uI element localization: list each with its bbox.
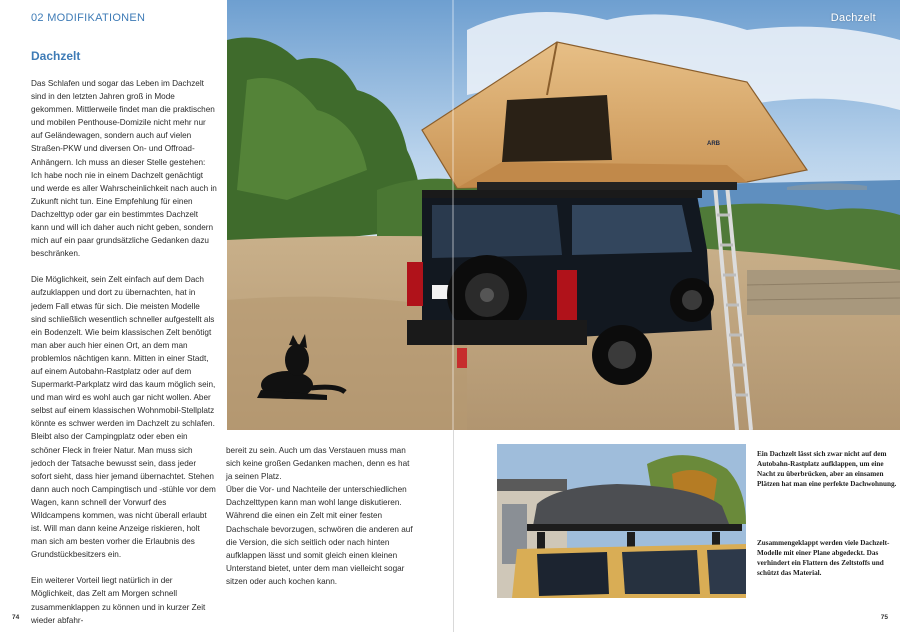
paragraph: Ein weiterer Vorteil liegt natürlich in der Möglichkeit, das Zelt am Morgen schnell zusammenklappen zu können und in kurzer Zeit wieder abfahr- [31,576,206,625]
page-number-left: 74 [12,614,20,621]
text-column-2 [226,444,416,601]
caption-hero: Ein Dachzelt lässt sich zwar nicht auf dem Autobahn-Rastplatz aufklappen, um eine Nacht zu überbrücken, aber an einsamen Plätzen hat man eine perfekte Dachwohnung. [757,450,897,488]
hero-photo [227,0,900,430]
running-head-chapter: 02 MODIFIKATIONEN [31,12,146,24]
hero-photo-illustration [227,0,900,430]
caption-inset: Zusammengeklappt werden viele Dachzelt-Modelle mit einer Plane abgedeckt. Das verhindert ein Flattern des Zeltstoffs und schützt das Material. [757,539,890,577]
paragraph: bereit zu sein. Auch um das Verstauen muss man sich keine großen Gedanken machen, denn es hat ja seinen Platz. Über die Vor- und Nachteile der unterschiedlichen Dachzelttypen kann man wohl lange diskutieren. Während die einen ein Zelt mit einer festen Dachschale bevorzugen, schwören die anderen auf die Version, die sich seitlich oder nach hinten aufklappen lässt und somit gleich einen kleinen Unterstand bietet, unter dem man vielleicht sogar sitzen oder auch kochen kann. [226,446,413,586]
inset-photo-illustration [497,444,746,598]
text-column-1 [31,77,217,640]
paragraph: Die Möglichkeit, sein Zelt einfach auf dem Dach aufzuklappen und dort zu übernachten, hat in jedem Fall etwas für sich. Die meisten Modelle sind schließlich wesentlich schneller aufgestellt als ein Bodenzelt. Wie beim klassischen Zelt benötigt man aber auch hier einen Ort, an dem man problemlos nächtigen kann. Mitten in einer Stadt, auf einem Autobahn-Rastplatz oder auf dem Supermarkt-Parkplatz wird das kaum möglich sein, und man wird es wohl auch gar nicht wollen. Aber selbst auf einem klassischen Wohnmobil-Stellplatz könnte es schwer werden im Dachzelt zu schlafen. Bleibt also der Campingplatz oder eben ein schöner Fleck in freier Natur. Man muss sich jedoch der Tatsache bewusst sein, dass jeder sofort sieht, dass hier jemand übernachtet. Stehen dann auch noch Campingtisch und -stühle vor dem Wagen, kann schnell der Vorwurf des Wildcampens kommen, was nicht überall erlaubt ist. Will man dann keine Anzeige riskieren, holt man sich am besten vorher die Erlaubnis des Grundstückbesitzers ein. [31,275,216,560]
running-head-section: Dachzelt [830,12,876,24]
tent-brand-label: ARB [707,141,720,147]
article-title: Dachzelt [31,49,81,63]
page-number-right: 75 [880,614,888,621]
inset-photo [497,444,746,598]
paragraph: Das Schlafen und sogar das Leben im Dachzelt sind in den letzten Jahren groß in Mode gekommen. Mittlerweile findet man die praktischen und mobilen Penthouse-Domizile nicht mehr nur auf Geländewagen, sondern auch auf vielen Straßen-PKW und diversen On- und Offroad-Anhängern. Ich muss an dieser Stelle gestehen: Ich habe noch nie in einem Dachzelt genächtigt und werde es aller Wahrscheinlichkeit nach auch in Zukunft nicht tun. Eine Empfehlung für einen Dachzelttyp oder gar ein bestimmtes Dachzelt kann und will ich daher auch nicht geben, sondern mich auf ein paar grundsätzliche Gedanken dazu beschränken. [31,79,217,259]
stone-wall [747,270,900,315]
